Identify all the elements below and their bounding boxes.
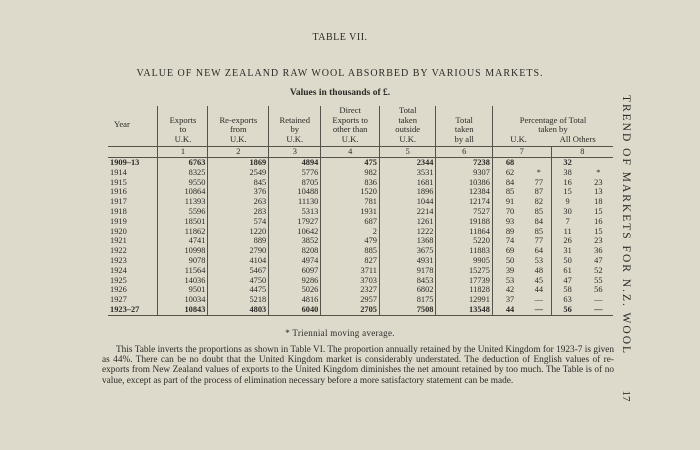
table-cell-n: — [594, 295, 603, 305]
table-cell-year: 1916 [110, 187, 127, 197]
table-row [108, 256, 613, 266]
table-cell-m: 87 [534, 187, 544, 197]
table-cell-m: 85 [534, 206, 544, 216]
table-cell-c5: 1896 [379, 187, 435, 197]
table-cell-c1: 9078 [158, 256, 208, 266]
table-cell-c7: 62 [492, 168, 527, 178]
table-cell-c4: 2 [321, 227, 380, 237]
table-row [108, 246, 613, 256]
table-cell-m: 82 [534, 197, 544, 207]
table-cell-m: — [527, 305, 551, 315]
table-cell-c8: 30 [551, 207, 584, 217]
table-row [108, 187, 613, 197]
table-cell-c2: 2790 [208, 246, 269, 256]
table-cell-c3: 8208 [269, 246, 321, 256]
table-cell-c1: 11393 [158, 197, 208, 207]
column-number-row [108, 147, 613, 158]
header-total-outside: Total taken outside U.K. [379, 106, 435, 147]
table-cell-n: * [596, 167, 601, 177]
table-cell-c3: 5026 [269, 285, 321, 295]
table-cell-c5: 1261 [379, 217, 435, 227]
table-cell-c2: 5467 [208, 266, 269, 276]
table-cell-c8: 38 [551, 168, 584, 178]
table-cell-c3: 5313 [269, 207, 321, 217]
table-cell-c1: 4741 [158, 236, 208, 246]
table-body [108, 158, 613, 316]
table-cell-c6: 17739 [436, 276, 492, 286]
table-cell-c8: 7 [551, 217, 584, 227]
table-cell-n: 13 [594, 187, 603, 197]
table-cell-c7: 50 [492, 256, 527, 266]
table-cell-m [527, 158, 551, 168]
table-cell-m: 64 [534, 246, 544, 256]
table-cell-c4: 3711 [321, 266, 380, 276]
page-number: 17 [620, 390, 632, 402]
table-cell-m: 77 [534, 177, 544, 187]
table-cell-c8: 50 [551, 256, 584, 266]
column-number: 4 [321, 147, 380, 158]
table-cell-c5: 3675 [379, 246, 435, 256]
table-cell-year: 1920 [110, 226, 127, 236]
table-cell-c6: 13548 [436, 305, 492, 315]
table-cell-c5: 6802 [379, 285, 435, 295]
table-row [108, 207, 613, 217]
table-cell-c6: 9307 [436, 168, 492, 178]
table-cell-n: 18 [594, 197, 603, 207]
table-cell-c2: 2549 [208, 168, 269, 178]
table-cell-c3: 4816 [269, 295, 321, 305]
table-cell-m: 84 [534, 216, 544, 226]
table-cell-c4: 827 [321, 256, 380, 266]
table-cell-c8: 26 [551, 236, 584, 246]
table-cell-c6: 15275 [436, 266, 492, 276]
table-cell-c2: 4104 [208, 256, 269, 266]
table-cell-c1: 10864 [158, 187, 208, 197]
table-cell-c2: 574 [208, 217, 269, 227]
table-cell-c8: 63 [551, 295, 584, 305]
table-title: VALUE OF NEW ZEALAND RAW WOOL ABSORBED BY VARIOUS MARKETS. [136, 68, 544, 79]
table-cell-c1: 9501 [158, 285, 208, 295]
table-cell-c2: 1220 [208, 227, 269, 237]
table-cell-c6: 10386 [436, 178, 492, 188]
table-cell-c7: 69 [492, 246, 527, 256]
table-cell-c4: 2705 [321, 305, 380, 315]
table-cell-c7: 70 [492, 207, 527, 217]
table-row [108, 305, 613, 315]
table-cell-c4: 836 [321, 178, 380, 188]
header-pct-uk: U.K. [510, 133, 527, 144]
table-cell-c7: 44 [492, 305, 527, 315]
table-cell-c8: 9 [551, 197, 584, 207]
header-percentage: Percentage of Total taken by U.K. All Others [492, 106, 613, 147]
table-cell-c6: 7527 [436, 207, 492, 217]
wool-markets-table [108, 106, 613, 316]
table-cell-c6: 19188 [436, 217, 492, 227]
table-cell-m: — [534, 295, 544, 305]
column-number: 7 [492, 147, 551, 158]
table-cell-n: — [584, 305, 613, 315]
table-cell-c6: 5220 [436, 236, 492, 246]
running-head: TREND OF MARKETS FOR N.Z. WOOL [620, 94, 632, 356]
header-pct-others: All Others [559, 133, 596, 144]
table-cell-c5: 4931 [379, 256, 435, 266]
table-cell-n: 52 [594, 265, 603, 275]
table-cell-c2: 263 [208, 197, 269, 207]
table-cell-year: 1921 [110, 236, 127, 246]
table-cell-c8: 11 [551, 227, 584, 237]
table-cell-c8: 56 [551, 305, 584, 315]
table-cell-c1: 9550 [158, 178, 208, 188]
table-cell-year: 1923 [110, 255, 127, 265]
table-cell-c7: 39 [492, 266, 527, 276]
column-number: 1 [158, 147, 208, 158]
table-cell-c3: 4974 [269, 256, 321, 266]
table-cell-c3: 3852 [269, 236, 321, 246]
units-note: Values in thousands of £. [289, 88, 391, 98]
table-cell-c6: 11864 [436, 227, 492, 237]
table-cell-c5: 2344 [379, 158, 435, 168]
table-cell-c8: 15 [551, 187, 584, 197]
footnote: * Triennial moving average. [285, 328, 395, 338]
table-cell-year: 1922 [110, 246, 127, 256]
table-row [108, 276, 613, 286]
table-cell-c2: 1869 [208, 158, 269, 168]
table-cell-c1: 10034 [158, 295, 208, 305]
table-row [108, 227, 613, 237]
table-cell-c8: 31 [551, 246, 584, 256]
table-cell-n: 55 [594, 275, 603, 285]
table-cell-c3: 6097 [269, 266, 321, 276]
table-cell-c5: 2214 [379, 207, 435, 217]
table-row [108, 295, 613, 305]
table-cell-m: 85 [534, 226, 544, 236]
table-cell-c5: 1368 [379, 236, 435, 246]
table-cell-c7: 89 [492, 227, 527, 237]
table-cell-c2: 283 [208, 207, 269, 217]
table-cell-c5: 3531 [379, 168, 435, 178]
table-cell-c1: 5596 [158, 207, 208, 217]
table-cell-c2: 4750 [208, 276, 269, 286]
table-cell-c4: 687 [321, 217, 380, 227]
table-cell-c7: 42 [492, 285, 527, 295]
table-cell-c3: 10642 [269, 227, 321, 237]
table-cell-c4: 3703 [321, 276, 380, 286]
column-number: 8 [551, 147, 613, 158]
table-cell-n: 23 [594, 177, 603, 187]
table-cell-c2: 889 [208, 236, 269, 246]
table-cell-c3: 9286 [269, 276, 321, 286]
table-cell-year: 1925 [110, 275, 127, 285]
table-cell-m: 45 [534, 275, 544, 285]
table-cell-c1: 10998 [158, 246, 208, 256]
table-cell-c4: 781 [321, 197, 380, 207]
table-cell-c5: 1044 [379, 197, 435, 207]
table-row [108, 285, 613, 295]
table-cell-c7: 85 [492, 187, 527, 197]
table-cell-c6: 11828 [436, 285, 492, 295]
table-cell-c2: 4803 [208, 305, 269, 315]
table-cell-c4: 2327 [321, 285, 380, 295]
header-retained: Retained by U.K. [269, 106, 321, 147]
table-cell-c6: 11883 [436, 246, 492, 256]
table-cell-n: 15 [594, 226, 603, 236]
table-cell-c8: 61 [551, 266, 584, 276]
column-number: 6 [436, 147, 492, 158]
table-cell-c7: 68 [492, 158, 527, 168]
table-cell-c7: 53 [492, 276, 527, 286]
table-cell-c7: 37 [492, 295, 527, 305]
table-number: TABLE VII. [312, 32, 368, 43]
table-cell-n: 56 [594, 285, 603, 295]
column-number: 3 [269, 147, 321, 158]
table-cell-c3: 5776 [269, 168, 321, 178]
table-row [108, 236, 613, 246]
header-reexports: Re-exports from U.K. [208, 106, 269, 147]
column-number: 2 [208, 147, 269, 158]
table-cell-c6: 12174 [436, 197, 492, 207]
table-cell-year: 1919 [110, 216, 127, 226]
table-cell-year: 1914 [110, 167, 127, 177]
table-cell-c1: 11564 [158, 266, 208, 276]
table-cell-year: 1926 [110, 285, 127, 295]
table-cell-c4: 475 [321, 158, 380, 168]
table-cell-c2: 845 [208, 178, 269, 188]
table-cell-c5: 9178 [379, 266, 435, 276]
table-cell-c8: 58 [551, 285, 584, 295]
table-cell-year: 1923–27 [108, 305, 158, 315]
table-cell-c3: 6040 [269, 305, 321, 315]
header-direct: Direct Exports to other than U.K. [321, 106, 380, 147]
table-cell-year: 1915 [110, 177, 127, 187]
table-cell-c8: 16 [551, 178, 584, 188]
table-cell-c4: 1931 [321, 207, 380, 217]
table-cell-c7: 84 [492, 178, 527, 188]
table-cell-c1: 14036 [158, 276, 208, 286]
table-cell-c4: 479 [321, 236, 380, 246]
table-cell-c6: 12384 [436, 187, 492, 197]
table-cell-c2: 376 [208, 187, 269, 197]
table-cell-year: 1927 [110, 295, 127, 305]
header-total-all: Total taken by all [436, 106, 492, 147]
table-cell-c6: 9905 [436, 256, 492, 266]
table-cell-c3: 10488 [269, 187, 321, 197]
table-cell-c4: 2957 [321, 295, 380, 305]
table-cell-n: 15 [594, 206, 603, 216]
header-row [108, 106, 613, 147]
table-cell-n: 16 [594, 216, 603, 226]
table-cell-c5: 1222 [379, 227, 435, 237]
header-exports: Exports to U.K. [158, 106, 208, 147]
column-number [108, 147, 158, 158]
table-cell-c2: 5218 [208, 295, 269, 305]
table-row [108, 266, 613, 276]
table-row [108, 217, 613, 227]
table-cell-c5: 1681 [379, 178, 435, 188]
table-cell-c4: 982 [321, 168, 380, 178]
table-cell-c8: 32 [551, 158, 584, 168]
table-cell-c3: 17927 [269, 217, 321, 227]
table-cell-m: 44 [534, 285, 544, 295]
table-row [108, 158, 613, 168]
body-paragraph: This Table inverts the proportions as shown in Table VI. The proportion annually retained by the United Kingdom for 1923-7 is given as 44%. There can be no doubt that the United Kingdom market is considerably understated. The deduction of English values of re-exports from New Zealand values of exports to the United Kingdom diminishes the net amount retained by too much. The Table is of no value, except as part of the process of elimination necessary before a more satisfactory statement can be made. [102, 345, 614, 386]
table-cell-n: 36 [594, 246, 603, 256]
table-cell-c3: 11130 [269, 197, 321, 207]
header-year: Year [114, 119, 130, 130]
table-cell-c4: 885 [321, 246, 380, 256]
table-cell-c7: 74 [492, 236, 527, 246]
table-cell-m: 53 [534, 255, 544, 265]
table-cell-m: 77 [534, 236, 544, 246]
table-cell-year: 1909–13 [110, 158, 140, 167]
table-cell-n: 47 [594, 255, 603, 265]
table-cell-c7: 93 [492, 217, 527, 227]
table-cell-year: 1924 [110, 265, 127, 275]
table-cell-c6: 12991 [436, 295, 492, 305]
table-cell-c1: 10843 [158, 305, 208, 315]
table-cell-c5: 8175 [379, 295, 435, 305]
table-row [108, 197, 613, 207]
table-cell-year: 1918 [110, 206, 127, 216]
column-number: 5 [379, 147, 435, 158]
table-cell-c3: 4894 [269, 158, 321, 168]
table-cell-year: 1917 [110, 197, 127, 207]
table-cell-c2: 4475 [208, 285, 269, 295]
table-cell-c3: 8705 [269, 178, 321, 188]
table-row [108, 168, 613, 178]
table-cell-c1: 11862 [158, 227, 208, 237]
table-cell-c6: 7238 [436, 158, 492, 168]
table-cell-c1: 6763 [158, 158, 208, 168]
table-cell-c5: 8453 [379, 276, 435, 286]
table-row [108, 178, 613, 188]
table-cell-c5: 7508 [379, 305, 435, 315]
table-cell-n [584, 158, 613, 168]
table-cell-m: * [536, 167, 541, 177]
table-cell-c1: 18501 [158, 217, 208, 227]
table-cell-m: 48 [534, 265, 544, 275]
table-cell-n: 23 [594, 236, 603, 246]
table-cell-c4: 1520 [321, 187, 380, 197]
table-cell-c1: 8325 [158, 168, 208, 178]
table-cell-c7: 91 [492, 197, 527, 207]
table-cell-c8: 47 [551, 276, 584, 286]
